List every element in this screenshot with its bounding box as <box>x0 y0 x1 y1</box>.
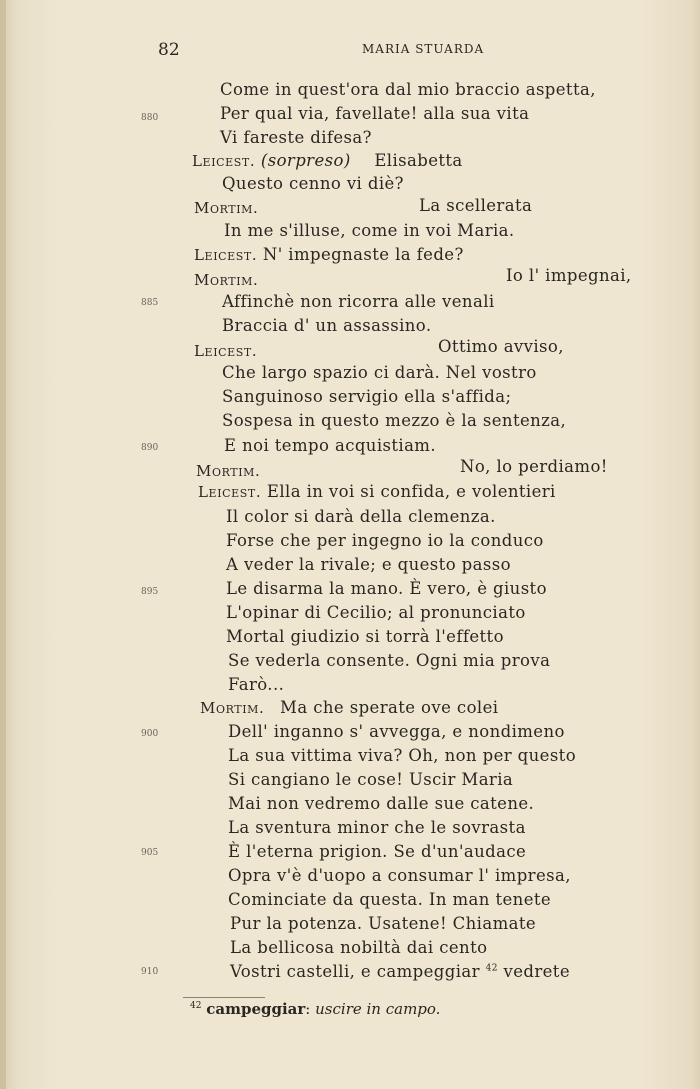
verse-line: Si cangiano le cose! Uscir Maria <box>228 770 514 789</box>
stage-direction: (sorpreso) <box>260 151 351 170</box>
verse-line: In me s'illuse, come in voi Maria. <box>224 221 515 240</box>
verse-line: Opra v'è d'uopo a consumar l' impresa, <box>228 866 571 885</box>
verse-text: vedrete <box>503 962 570 981</box>
footnote-term: campeggiar <box>206 1000 306 1018</box>
verse-line: Cominciate da questa. In man tenete <box>228 890 552 909</box>
speaker-name: Mortim. <box>196 462 261 480</box>
line-number-900: 900 <box>141 729 159 739</box>
verse-text: Ella in voi si confida, e volentieri <box>266 482 556 501</box>
speaker-name: Leicest. <box>194 246 258 264</box>
page-edge-shadow <box>0 0 6 1089</box>
verse-text: Elisabetta <box>374 151 463 170</box>
verse-line: Questo cenno vi diè? <box>222 174 404 193</box>
verse-line <box>200 698 498 717</box>
speaker-name: Leicest. <box>192 152 256 170</box>
verse-line: La sua vittima viva? Oh, non per questo <box>228 746 577 765</box>
line-number-880: 880 <box>141 113 159 123</box>
verse-line: Per qual via, favellate! alla sua vita <box>220 104 530 123</box>
speaker-name: Leicest. <box>194 342 258 360</box>
verse-line <box>192 151 463 170</box>
verse-line <box>230 962 570 981</box>
verse-text: Vostri castelli, e campeggiar <box>230 962 480 981</box>
footnote-mark: 42 <box>190 1001 202 1011</box>
footnote-reference: 42 <box>485 963 498 974</box>
line-number-890: 890 <box>141 443 159 453</box>
verse-line: Sospesa in questo mezzo è la sentenza, <box>222 411 567 430</box>
verse-line: E noi tempo acquistiam. <box>224 436 437 455</box>
verse-text: Ottimo avviso, <box>438 337 564 356</box>
verse-line: Braccia d' un assassino. <box>222 316 432 335</box>
line-number-885: 885 <box>141 298 159 308</box>
verse-text: La scellerata <box>419 196 533 215</box>
verse-line: Mai non vedremo dalle sue catene. <box>228 794 535 813</box>
verse-line: Vi fareste difesa? <box>220 128 372 147</box>
speaker-name: Mortim. <box>194 271 259 289</box>
verse-line <box>194 245 464 264</box>
verse-line: Dell' inganno s' avvegga, e nondimeno <box>228 722 565 741</box>
running-title: MARIA STUARDA <box>362 42 485 56</box>
verse-line: Farò... <box>228 675 285 694</box>
page-header <box>0 40 700 64</box>
page-number: 82 <box>158 40 180 60</box>
verse-text: No, lo perdiamo! <box>460 457 608 476</box>
verse-line <box>198 482 556 501</box>
footnote-gloss: uscire in campo. <box>315 1000 441 1018</box>
speaker-name: Leicest. <box>198 483 262 501</box>
footnote-divider <box>183 997 265 998</box>
verse-line: Le disarma la mano. È vero, è giusto <box>226 579 547 598</box>
verse-line <box>194 341 257 360</box>
footnote <box>190 1000 440 1018</box>
verse-line: Forse che per ingegno io la conduco <box>226 531 544 550</box>
verse-line: Pur la potenza. Usatene! Chiamate <box>230 914 537 933</box>
verse-line: Mortal giudizio si torrà l'effetto <box>226 627 504 646</box>
verse-line: Sanguinoso servigio ella s'affida; <box>222 387 512 406</box>
speaker-name: Mortim. <box>194 199 259 217</box>
verse-line: La sventura minor che le sovrasta <box>228 818 526 837</box>
verse-line: A veder la rivale; e questo passo <box>226 555 511 574</box>
verse-line: Se vederla consente. Ogni mia prova <box>228 651 551 670</box>
verse-line <box>194 198 258 217</box>
line-number-905: 905 <box>141 848 159 858</box>
verse-line: L'opinar di Cecilio; al pronunciato <box>226 603 526 622</box>
verse-line: È l'eterna prigion. Se d'un'audace <box>228 842 527 861</box>
verse-line <box>194 270 258 289</box>
line-number-895: 895 <box>141 587 159 597</box>
verse-text: Ma che sperate ove colei <box>280 698 499 717</box>
verse-line: Il color si darà della clemenza. <box>226 507 496 526</box>
verse-line: Come in quest'ora dal mio braccio aspetta, <box>220 80 596 99</box>
verse-line: Che largo spazio ci darà. Nel vostro <box>222 363 537 382</box>
verse-text: N' impegnaste la fede? <box>262 245 464 264</box>
line-number-910: 910 <box>141 967 159 977</box>
verse-line: Affinchè non ricorra alle venali <box>222 292 495 311</box>
footnote-separator: : <box>305 1000 311 1018</box>
verse-line <box>196 461 260 480</box>
speaker-name: Mortim. <box>200 699 265 717</box>
verse-text: Io l' impegnai, <box>506 266 632 285</box>
verse-line: La bellicosa nobiltà dai cento <box>230 938 488 957</box>
